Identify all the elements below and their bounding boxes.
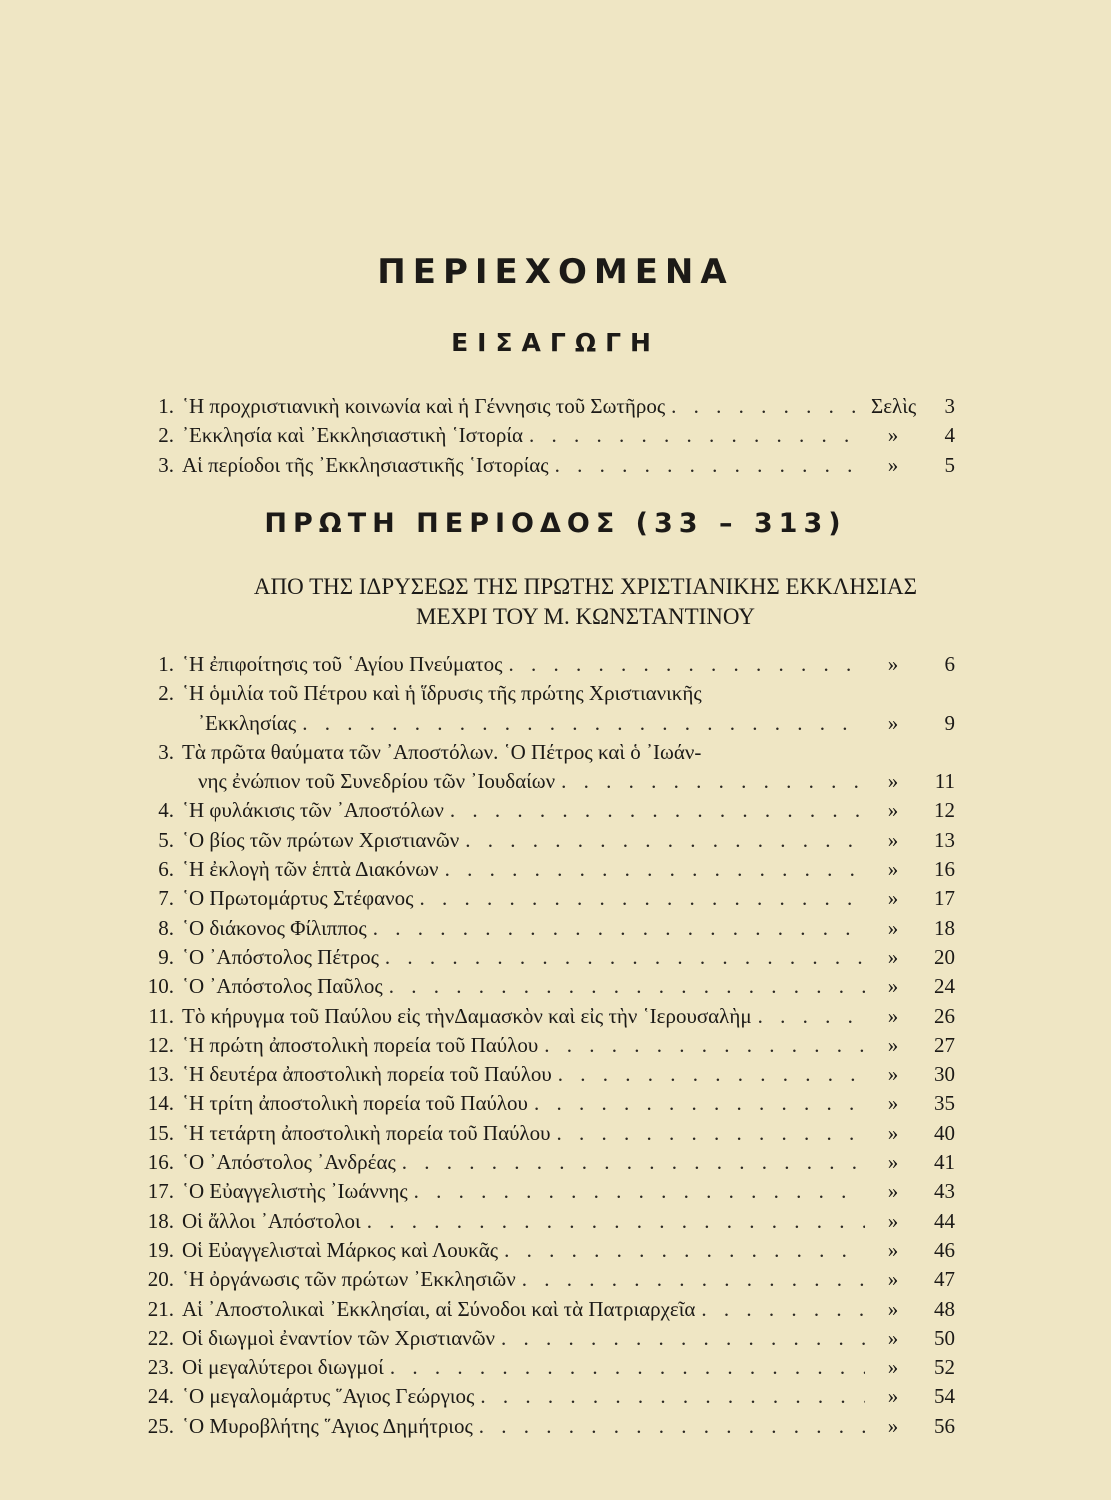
entry-number: 2. xyxy=(158,423,174,448)
entry-number: 7. xyxy=(158,886,174,911)
toc-entry xyxy=(140,1265,955,1294)
entry-title: Τὸ κήρυγμα τοῦ Παύλου εἰς τὴνΔαμασκὸν καὶ εἰς τὴν ῾Ιερουσαλὴμ xyxy=(182,1003,752,1028)
toc-entry-continuation xyxy=(140,767,955,796)
page-number: 13 xyxy=(934,827,955,852)
entry-number: 3. xyxy=(158,739,174,764)
entry-title: Τὰ πρῶτα θαύματα τῶν ᾿Αποστόλων. ῾Ο Πέτρος καὶ ὁ ᾿Ιωάν- xyxy=(182,739,702,764)
toc-entry xyxy=(140,650,955,679)
entry-number: 20. xyxy=(147,1267,174,1292)
toc-entry xyxy=(140,1119,955,1148)
ditto-mark: » xyxy=(887,827,899,852)
period-subtitle-line-2: ΜΕΧΡΙ ΤΟΥ Μ. ΚΩΝΣΤΑΝΤΙΝΟΥ xyxy=(416,604,755,629)
page-number: 26 xyxy=(934,1003,955,1028)
leader-dots xyxy=(758,1002,865,1031)
leader-dots xyxy=(558,1060,865,1089)
toc-entry xyxy=(140,1324,955,1353)
entry-title: ῾Ο Μυροβλήτης ῞Αγιος Δημήτριος xyxy=(182,1413,473,1438)
toc-entry xyxy=(140,1353,955,1382)
page-number: 20 xyxy=(934,944,955,969)
toc-entry xyxy=(140,1412,955,1441)
toc-entry xyxy=(140,943,955,972)
entry-title: ῾Η δευτέρα ἀποστολικὴ πορεία τοῦ Παύλου xyxy=(182,1062,552,1087)
ditto-mark: » xyxy=(887,944,899,969)
entry-number: 1. xyxy=(158,394,174,418)
ditto-mark: » xyxy=(887,1179,899,1204)
toc-entry xyxy=(140,738,955,767)
ditto-mark: » xyxy=(887,652,899,676)
entry-title: ῾Η προχριστιανικὴ κοινωνία καὶ ἡ Γέννησις τοῦ Σωτῆρος xyxy=(182,394,666,418)
entry-title: ῾Ο διάκονος Φίλιππος xyxy=(182,915,367,940)
entry-title: ῾Ο ᾿Απόστολος ᾿Ανδρέας xyxy=(182,1150,396,1175)
leader-dots xyxy=(561,767,865,796)
entry-number: 9. xyxy=(158,944,174,969)
toc-entry xyxy=(140,972,955,1001)
entry-number: 23. xyxy=(147,1355,174,1380)
entry-number: 14. xyxy=(147,1091,174,1116)
page-number: 48 xyxy=(934,1296,955,1321)
ditto-mark: » xyxy=(887,915,899,940)
page-number: 9 xyxy=(944,710,955,735)
page-number: 52 xyxy=(934,1355,955,1380)
ditto-mark: » xyxy=(887,769,899,794)
toc-entry xyxy=(140,855,955,884)
entry-title: ῾Ο Εὐαγγελιστὴς ᾿Ιωάννης xyxy=(182,1179,408,1204)
entry-number: 19. xyxy=(147,1237,174,1262)
ditto-mark: » xyxy=(887,1355,899,1380)
page-number: 54 xyxy=(934,1384,955,1409)
leader-dots xyxy=(557,1119,865,1148)
page-number: 41 xyxy=(934,1150,955,1175)
ditto-mark: » xyxy=(887,1237,899,1262)
entry-number: 24. xyxy=(147,1384,174,1409)
entry-number: 10. xyxy=(147,974,174,999)
entry-title: Οἱ μεγαλύτεροι διωγμοί xyxy=(182,1355,384,1380)
entry-number: 17. xyxy=(147,1179,174,1204)
toc-entry xyxy=(140,1177,955,1206)
page-number: 4 xyxy=(944,423,955,448)
page-number: 24 xyxy=(934,974,955,999)
toc-entry xyxy=(140,796,955,825)
leader-dots xyxy=(385,943,865,972)
ditto-mark: » xyxy=(887,798,899,823)
toc-entry xyxy=(140,451,955,480)
ditto-mark: » xyxy=(887,974,899,999)
entry-title-continued: ᾿Εκκλησίας xyxy=(198,710,297,735)
entry-number: 4. xyxy=(158,798,174,823)
page-number: 3 xyxy=(944,394,955,418)
entry-title: ῾Η ἐκλογὴ τῶν ἑπτὰ Διακόνων xyxy=(182,857,439,882)
page-number: 17 xyxy=(934,886,955,911)
entry-title: ῾Η πρώτη ἀποστολικὴ πορεία τοῦ Παύλου xyxy=(182,1032,539,1057)
toc-entry xyxy=(140,392,955,421)
toc-entry xyxy=(140,826,955,855)
entry-number: 1. xyxy=(158,652,174,676)
page-number: 11 xyxy=(934,769,955,794)
page-number: 40 xyxy=(934,1120,955,1145)
leader-dots xyxy=(420,884,866,913)
entry-number: 16. xyxy=(147,1150,174,1175)
page-number: 47 xyxy=(934,1267,955,1292)
entry-number: 22. xyxy=(147,1325,174,1350)
entry-number: 6. xyxy=(158,857,174,882)
leader-dots xyxy=(544,1031,865,1060)
entry-number: 11. xyxy=(148,1003,174,1028)
leader-dots xyxy=(465,826,865,855)
toc-entry xyxy=(140,1148,955,1177)
leader-dots xyxy=(501,1324,865,1353)
entry-number: 2. xyxy=(158,681,174,706)
entry-number: 3. xyxy=(158,452,174,477)
entry-title: Αἱ ᾿Αποστολικαὶ ᾿Εκκλησίαι, αἱ Σύνοδοι καὶ τὰ Πατριαρχεῖα xyxy=(182,1296,696,1321)
entry-title: ῾Ο ᾿Απόστολος Πέτρος xyxy=(182,944,379,969)
leader-dots xyxy=(389,972,865,1001)
toc-entry xyxy=(140,1295,955,1324)
entry-title: ῾Ο μεγαλομάρτυς ῞Αγιος Γεώργιος xyxy=(182,1384,475,1409)
page-number: 50 xyxy=(934,1325,955,1350)
toc-entry xyxy=(140,421,955,450)
ditto-mark: » xyxy=(887,857,899,882)
period-subtitle-line-1: ΑΠΟ ΤΗΣ ΙΔΡΥΣΕΩΣ ΤΗΣ ΠΡΩΤΗΣ ΧΡΙΣΤΙΑΝΙΚΗΣ ΕΚΚΛΗΣΙΑΣ xyxy=(253,574,918,599)
leader-dots xyxy=(414,1177,865,1206)
entry-title: ῾Η ἐπιφοίτησις τοῦ ῾Αγίου Πνεύματος xyxy=(182,652,503,676)
ditto-mark: » xyxy=(887,1032,899,1057)
toc-entry xyxy=(140,914,955,943)
entry-number: 5. xyxy=(158,827,174,852)
ditto-mark: » xyxy=(887,1413,899,1438)
leader-dots xyxy=(367,1207,865,1236)
entry-title: ῾Η τετάρτη ἀποστολικὴ πορεία τοῦ Παύλου xyxy=(182,1120,551,1145)
page-number: 43 xyxy=(934,1179,955,1204)
entry-number: 25. xyxy=(147,1413,174,1438)
toc-entry xyxy=(140,1031,955,1060)
chapter-toc xyxy=(140,650,955,1441)
leader-dots xyxy=(373,914,865,943)
ditto-mark: » xyxy=(887,423,899,448)
leader-dots xyxy=(555,451,865,480)
toc-entry xyxy=(140,1382,955,1411)
ditto-mark: » xyxy=(887,452,899,477)
entry-title: ᾿Εκκλησία καὶ ᾿Εκκλησιαστικὴ ῾Ιστορία xyxy=(182,423,524,448)
leader-dots xyxy=(390,1353,865,1382)
ditto-mark: Σελὶς xyxy=(871,394,917,418)
intro-title: ΕΙΣΑΓΩΓΗ xyxy=(451,328,660,357)
toc-entry xyxy=(140,1207,955,1236)
leader-dots xyxy=(450,796,865,825)
ditto-mark: » xyxy=(887,1003,899,1028)
leader-dots xyxy=(504,1236,865,1265)
ditto-mark: » xyxy=(887,1120,899,1145)
toc-entry-continuation xyxy=(140,709,955,738)
ditto-mark: » xyxy=(887,1062,899,1087)
page-number: 56 xyxy=(934,1413,955,1438)
ditto-mark: » xyxy=(887,1325,899,1350)
leader-dots xyxy=(508,650,865,679)
page-title: ΠΕΡΙΕΧΟΜΕΝΑ xyxy=(377,252,734,292)
entry-title: ῾Η τρίτη ἀποστολικὴ πορεία τοῦ Παύλου xyxy=(182,1091,528,1116)
leader-dots xyxy=(302,709,865,738)
page-number: 46 xyxy=(934,1237,955,1262)
entry-number: 12. xyxy=(147,1032,174,1057)
entry-title: Αἱ περίοδοι τῆς ᾿Εκκλησιαστικῆς ῾Ιστορίας xyxy=(182,452,549,477)
ditto-mark: » xyxy=(887,1208,899,1233)
leader-dots xyxy=(701,1295,865,1324)
toc-entry xyxy=(140,1002,955,1031)
entry-number: 21. xyxy=(147,1296,174,1321)
period-title: ΠΡΩΤΗ ΠΕΡΙΟΔΟΣ (33 – 313) xyxy=(264,508,847,539)
toc-entry xyxy=(140,1089,955,1118)
page-number: 16 xyxy=(934,857,955,882)
entry-title: ῾Ο ᾿Απόστολος Παῦλος xyxy=(182,974,383,999)
entry-number: 15. xyxy=(147,1120,174,1145)
entry-title: Οἱ Εὐαγγελισταὶ Μάρκος καὶ Λουκᾶς xyxy=(182,1237,499,1262)
ditto-mark: » xyxy=(887,1384,899,1409)
intro-toc xyxy=(140,392,955,480)
entry-number: 18. xyxy=(147,1208,174,1233)
ditto-mark: » xyxy=(887,1150,899,1175)
toc-entry xyxy=(140,1236,955,1265)
ditto-mark: » xyxy=(887,1091,899,1116)
ditto-mark: » xyxy=(887,886,899,911)
page-number: 44 xyxy=(934,1208,955,1233)
toc-entry xyxy=(140,1060,955,1089)
leader-dots xyxy=(671,392,865,421)
entry-title: ῾Ο βίος τῶν πρώτων Χριστιανῶν xyxy=(182,827,460,852)
entry-number: 13. xyxy=(147,1062,174,1087)
page-number: 27 xyxy=(934,1032,955,1057)
toc-entry xyxy=(140,679,955,708)
entry-title: Οἱ ἄλλοι ᾿Απόστολοι xyxy=(182,1208,361,1233)
entry-title: ῾Η ὁμιλία τοῦ Πέτρου καὶ ἡ ἵδρυσις τῆς πρώτης Χριστιανικῆς xyxy=(182,681,702,706)
ditto-mark: » xyxy=(887,1267,899,1292)
entry-title: ῾Η φυλάκισις τῶν ᾿Αποστόλων xyxy=(182,798,444,823)
leader-dots xyxy=(480,1382,865,1411)
page-number: 30 xyxy=(934,1062,955,1087)
leader-dots xyxy=(529,421,865,450)
leader-dots xyxy=(445,855,865,884)
toc-entry xyxy=(140,884,955,913)
entry-number: 8. xyxy=(158,915,174,940)
leader-dots xyxy=(479,1412,865,1441)
ditto-mark: » xyxy=(887,1296,899,1321)
entry-title: ῾Ο Πρωτομάρτυς Στέφανος xyxy=(182,886,414,911)
entry-title: Οἱ διωγμοὶ ἐναντίον τῶν Χριστιανῶν xyxy=(182,1325,496,1350)
leader-dots xyxy=(522,1265,865,1294)
page-number: 18 xyxy=(934,915,955,940)
entry-title: ῾Η ὀργάνωσις τῶν πρώτων ᾿Εκκλησιῶν xyxy=(182,1267,516,1292)
ditto-mark: » xyxy=(887,710,899,735)
page-number: 5 xyxy=(944,452,955,477)
page-number: 12 xyxy=(934,798,955,823)
leader-dots xyxy=(534,1089,865,1118)
leader-dots xyxy=(402,1148,865,1177)
page-number: 35 xyxy=(934,1091,955,1116)
page-number: 6 xyxy=(944,652,955,676)
entry-title-continued: νης ἐνώπιον τοῦ Συνεδρίου τῶν ᾿Ιουδαίων xyxy=(198,769,556,794)
